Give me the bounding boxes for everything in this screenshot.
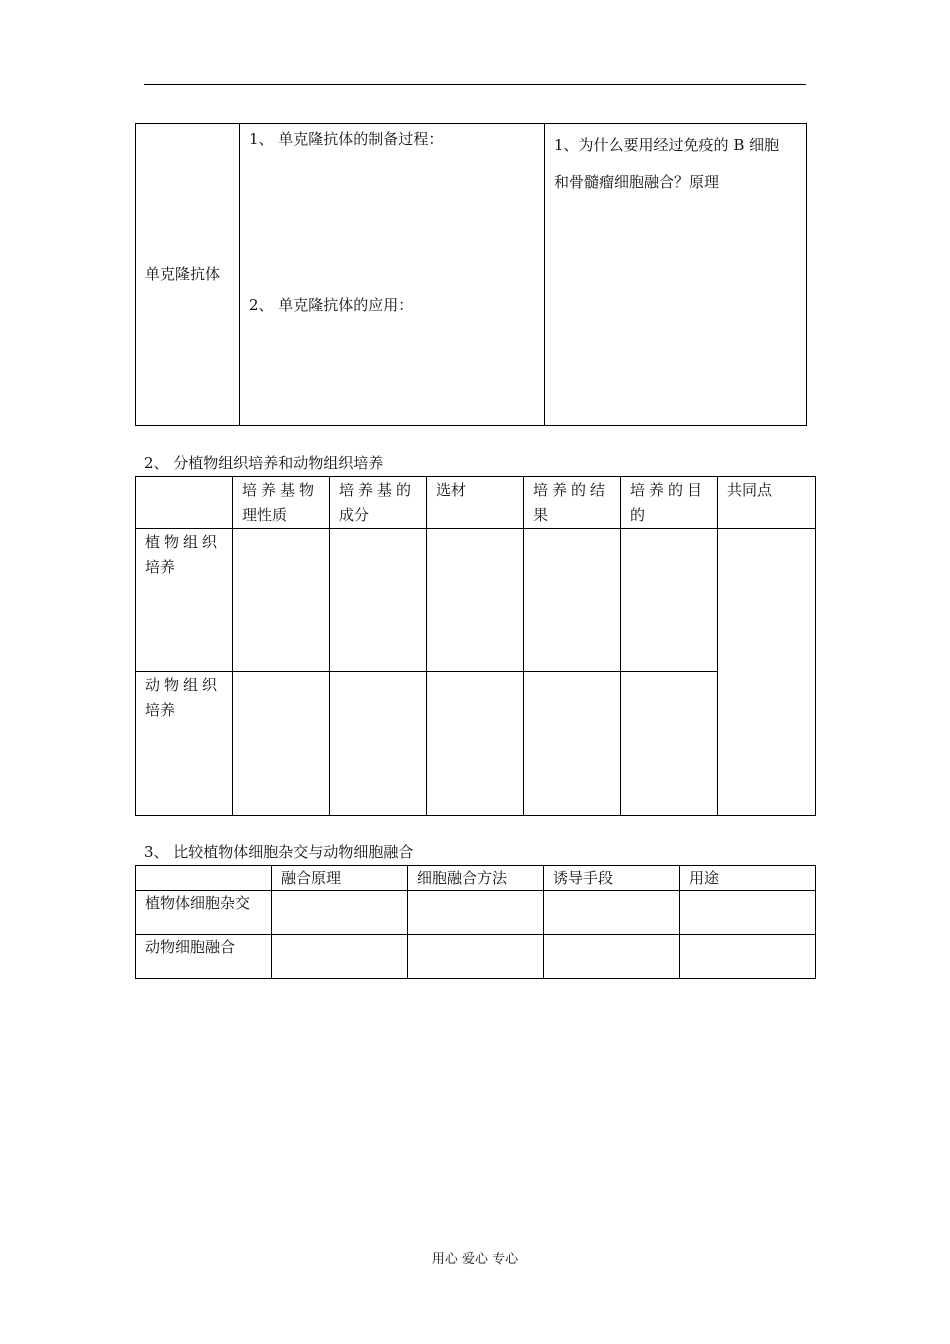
blank-cell	[621, 672, 718, 816]
row-label-cell: 动物细胞融合	[136, 935, 272, 979]
blank-cell	[408, 935, 544, 979]
answer-cell	[240, 124, 545, 426]
header-line: 培养的结	[533, 481, 610, 499]
blank-cell	[621, 529, 718, 672]
row-label-cell	[136, 672, 233, 816]
row-label-line: 培养	[145, 558, 176, 576]
item-1: 1、 单克隆抗体的制备过程：	[249, 130, 444, 148]
header-cell	[718, 477, 816, 529]
blank-cell	[427, 529, 524, 672]
header-line: 培养基物	[242, 481, 319, 499]
row-label: 单克隆抗体	[145, 265, 221, 283]
header-cell: 细胞融合方法	[408, 866, 544, 891]
blank-cell	[233, 529, 330, 672]
blank-cell	[233, 672, 330, 816]
blank-cell	[524, 529, 621, 672]
row-label-cell	[136, 124, 240, 426]
section-3-title: 3、 比较植物体细胞杂交与动物细胞融合	[144, 843, 414, 861]
header-cell: 融合原理	[272, 866, 408, 891]
header-line: 选材	[436, 481, 467, 499]
header-line: 共同点	[727, 481, 773, 499]
header-rule	[144, 84, 806, 85]
common-points-cell	[718, 529, 816, 816]
header-cell	[427, 477, 524, 529]
tissue-culture-table	[135, 476, 816, 816]
header-line: 果	[533, 506, 549, 524]
question-line-1: 1、为什么要用经过免疫的 B 细胞	[554, 136, 780, 154]
row-label-cell	[136, 529, 233, 672]
header-cell	[233, 477, 330, 529]
page-footer: 用心 爱心 专心	[431, 1252, 519, 1267]
header-line: 培养的目	[630, 481, 707, 499]
header-cell	[524, 477, 621, 529]
corner-cell	[136, 866, 272, 891]
blank-cell	[330, 672, 427, 816]
blank-cell	[427, 672, 524, 816]
header-line: 培养基的	[339, 481, 416, 499]
blank-cell	[330, 529, 427, 672]
section-2-title: 2、 分植物组织培养和动物组织培养	[144, 454, 384, 472]
blank-cell	[272, 891, 408, 935]
blank-cell	[408, 891, 544, 935]
cell-fusion-table	[135, 865, 816, 979]
row-label-line: 植物组织	[145, 533, 222, 551]
row-label-cell: 植物体细胞杂交	[136, 891, 272, 935]
blank-cell	[524, 672, 621, 816]
monoclonal-antibody-table	[135, 123, 807, 426]
row-label-line: 动物组织	[145, 676, 222, 694]
header-cell: 用途	[680, 866, 816, 891]
question-cell	[545, 124, 807, 426]
question-line-2: 和骨髓瘤细胞融合？原理	[554, 173, 720, 191]
item-2: 2、 单克隆抗体的应用：	[249, 296, 414, 314]
header-cell: 诱导手段	[544, 866, 680, 891]
header-line: 成分	[339, 506, 370, 524]
header-line: 的	[630, 506, 646, 524]
blank-cell	[544, 935, 680, 979]
blank-cell	[272, 935, 408, 979]
header-cell	[621, 477, 718, 529]
blank-cell	[680, 935, 816, 979]
corner-cell	[136, 477, 233, 529]
blank-cell	[544, 891, 680, 935]
blank-cell	[680, 891, 816, 935]
header-cell	[330, 477, 427, 529]
header-line: 理性质	[242, 506, 288, 524]
row-label-line: 培养	[145, 701, 176, 719]
